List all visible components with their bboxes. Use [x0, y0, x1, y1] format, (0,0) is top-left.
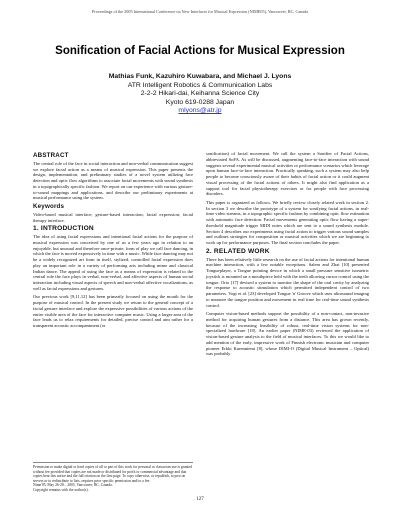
right-paragraph-1: sonification) of facial movement. We call the system a Sonifier of Facial Actions, abbreviated SoFA. As will be discussed, augmenting face-to-face interaction with sound suggests several experimental musical activities or performance scenarios which leverage upon human face-to-face interaction. Practically speaking, such a system may also help people to become consciously aware of their habits of facial action or it could augment visual processing of the facial actions of others. It might also find application as a support tool for facial physiotherapy exercises or for people with face processing disorders. [206, 151, 369, 197]
related-work-paragraph-2: Computer vision-based methods support the possibility of a non-contact, non-invasive method for acquiring human gestures from a distance. This area has grown recently, because of the increasing feasibility of robust, real-time vision systems for non-specialized hardware [18]. An earlier paper (NIME-03) reviewed the application of vision-based gesture analysis to the field of musical interfaces. To this we would like to add mention of the early, impressive work of Finnish electronic musician and computer pioneer Erkki Kurenniemi [8], whose DIMI-O (Digital Musical Instrument – Optical) was probably [206, 311, 369, 357]
address: 2-2-2 Hikari-dai, Keihanna Science City [140, 90, 260, 98]
copyright-notice [33, 462, 193, 493]
email-link[interactable]: mlyons@atr.jp [178, 107, 222, 115]
right-paragraph-2: This paper is organized as follows. We briefly review closely related work in section 2. In section 3 we describe the prototype of a system for sonifying facial actions, in real-time video streams, in a topographic specific fashion by combining optic flow estimation with automatic face detection. Facial movements generating optic flow having a super-threshold magnitude trigger MIDI notes which are sent to a sound synthesis module. Section 4 describes our experiments using facial action to trigger various sound samples and outlines strategies for composition or musical activities which we are beginning to work up for performance purposes. The final section concludes the paper. [206, 199, 369, 246]
abstract-text: The central role of the face in social interaction and non-verbal communication suggest we explore facial action as a means of musical expression. This paper presents the design, implementation, and preliminary studies of a novel system utilizing face detection and optic flow algorithms to associate facial movements with sound synthesis in a topographically specific fashion. We report on our experience with various gesture-to-sound mappings and applications, and describe our preliminary experiments at musical performance using the system. [33, 160, 193, 201]
right-column [206, 151, 369, 360]
copyright-owner: Copyright remains with the author(s). [33, 487, 89, 492]
introduction-heading: 1. INTRODUCTION [33, 225, 94, 233]
introduction-paragraph-2: Our previous work [9,11,12] has been primarily focused on using the mouth for the purpose of musical control. In the present study we return to the general concept of a facial gesture interface and explore the expressive possibilities of various actions of the entire visible area of the face for interactive computer music. Using a larger area of the face leads us to relax requirements for detailed, precise control and aim rather for a transparent acoustic accompaniment (or [33, 294, 193, 329]
author-block [20, 73, 380, 116]
copyright-conference: Nime'05, May 26-28, , 2005, Vancouver, BC, Canada. [33, 483, 113, 488]
left-column [33, 150, 193, 332]
introduction-paragraph-1: The idea of using facial expressions and intentional facial actions for the purpose of musical expression was conceived by one of us a few years ago in relation to an enjoyable, but unusual and therefore once-private, form of play we call face dancing, in which the face is moved expressively in time with a music. While face dancing may not be a widely recognized art form in itself, stylized, controlled facial expression does play an important role in a variety of performing arts including mime and classical Indian dance. The appeal of using the face as a means of expression is related to the central role the face plays in verbal, non-verbal, and affective aspects of human social interaction including visual aspects of speech and non-verbal affective vocalizations, as well as facial expressions and gestures. [33, 234, 193, 291]
paper-title: Sonification of Facial Actions for Musical Expression [55, 45, 345, 57]
city: Kyoto 619-0288 Japan [165, 98, 235, 106]
copyright-permission: Permission to make digital or hard copies of all or part of this work for personal or classroom use is granted without fee provided that copies are not made or distributed for profit or commercial advantage and that copies bear this notice and the full citation on the first page. To copy otherwise, or republish, to post on servers or to redistribute to lists, requires prior specific permission and/or a fee. [33, 465, 192, 483]
proceedings-header: Proceedings of the 2005 International Conference on New Interfaces for Musical Expression (NIME05), Vancouver, BC, Canada [91, 9, 309, 14]
abstract-heading: ABSTRACT [33, 152, 69, 159]
keywords-heading: Keywords [33, 203, 65, 210]
affiliation: ATR Intelligent Robotics & Communication Labs [127, 81, 273, 89]
related-work-heading: 2. RELATED WORK [206, 247, 270, 255]
author-names: Mathias Funk, Kazuhiro Kuwabara, and Michael J. Lyons [108, 73, 292, 80]
keywords-text: Video-based musical interface; gesture-based interaction; facial expression; facial therapy interface. [33, 211, 193, 223]
related-work-paragraph-1: There has been relatively little research on the use of facial actions for intentional human machine interaction, with a few notable exceptions. Salem and Zhai [10] presented Tongueplayer, a Tongue pointing device in which a small pressure sensitive isometric joystick is mounted on a mouthpiece held with the teeth allowing cursor control using the tongue. Orio [17] devised a system to monitor the shape of the oral cavity by analyzing the response to acoustic stimulation which permitted independent control of two parameters. Vogt et al. [23] developed Tongue 'n' Groove which uses ultrasound imaging to measure the tongue position and movement in real time for real-time sound synthesis control. [206, 256, 369, 308]
page-number: 127 [196, 497, 204, 502]
